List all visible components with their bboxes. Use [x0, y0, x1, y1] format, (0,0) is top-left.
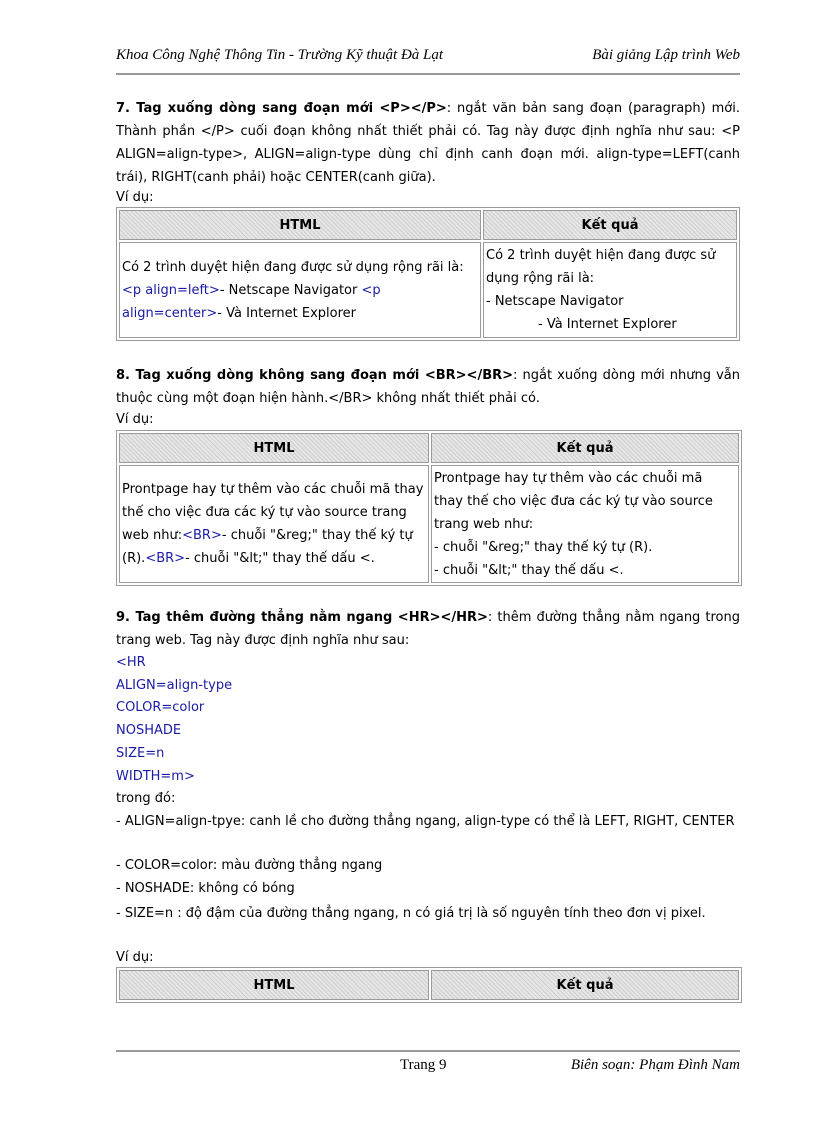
size-description: - SIZE=n : độ đậm của đường thẳng ngang, n có giá trị là số nguyên tính theo đơn vị pixel. — [116, 906, 706, 921]
result-cell: Prontpage hay tự thêm vào các chuỗi mã thay thế cho việc đưa các ký tự vào source trang web như: - chuỗi "&reg;" thay thế ký tự (R). - chuỗi "&lt;" thay thế dấu <. — [431, 465, 739, 583]
section-7-title: 7. Tag xuống dòng sang đoạn mới <P></P> — [116, 101, 447, 116]
noshade-description: - NOSHADE: không có bóng — [116, 881, 295, 896]
page-number: Trang 9 — [400, 1057, 447, 1073]
where-label: trong đó: — [116, 791, 176, 806]
col-result-header: Kết quả — [431, 433, 739, 463]
code-snippet: <p align=left> — [122, 282, 220, 298]
code-snippet: <BR> — [182, 528, 222, 543]
section-8-body: : ngắt xuống dòng mới nhưng vẫn thuộc cùng một đoạn hiện hành.</BR> không nhất thiết phải có. — [116, 368, 741, 406]
code-snippet: <p align=center> — [122, 282, 381, 321]
col-result-header: Kết quả — [431, 970, 739, 1000]
result-cell: Có 2 trình duyệt hiện đang được sử dụng rộng rãi là: - Netscape Navigator - Và Internet Explorer — [483, 242, 737, 338]
code-line: ALIGN=align-type — [116, 678, 233, 693]
code-snippet: <BR> — [145, 551, 186, 566]
header-course: Bài giảng Lập trình Web — [592, 47, 740, 63]
section-8-title: 8. Tag xuống dòng không sang đoạn mới <BR></BR> — [116, 368, 514, 383]
section-9-paragraph — [116, 606, 740, 652]
col-result-header: Kết quả — [483, 210, 737, 240]
section-9-example-table — [116, 967, 742, 1003]
footer-rule — [116, 1050, 740, 1052]
col-html-header: HTML — [119, 210, 481, 240]
html-cell: Có 2 trình duyệt hiện đang được sử dụng rộng rãi là: <p align=left>- Netscape Navigator <p align=center>- Và Internet Explorer — [119, 242, 481, 338]
col-html-header: HTML — [119, 433, 429, 463]
page-header — [116, 47, 740, 73]
code-line: NOSHADE — [116, 723, 182, 738]
section-7-body: : ngắt văn bản sang đoạn (paragraph) mới. Thành phần </P> cuối đoạn không nhất thiết phải có. Tag này được định nghĩa như sau: <P ALIGN=align-type>, ALIGN=align-type dùng chỉ định canh đoạn mới. align-type=LEFT(canh trái), RIGHT(canh phải) hoặc CENTER(canh giữa). — [116, 101, 740, 185]
section-7-example-label: Ví dụ: — [116, 190, 154, 205]
code-line: <HR — [116, 655, 146, 670]
section-9-title: 9. Tag thêm đường thẳng nằm ngang <HR></HR> — [116, 610, 488, 625]
code-line: COLOR=color — [116, 700, 205, 715]
footer-author: Biên soạn: Phạm Đình Nam — [570, 1057, 740, 1073]
section-9-body: : thêm đường thẳng nằm ngang trong trang web. Tag này được định nghĩa như sau: — [116, 610, 741, 648]
header-faculty: Khoa Công Nghệ Thông Tin - Trường Kỹ thuật Đà Lạt — [116, 47, 444, 63]
col-html-header: HTML — [119, 970, 429, 1000]
color-description: - COLOR=color: màu đường thẳng ngang — [116, 858, 383, 873]
section-7-paragraph — [116, 97, 740, 189]
code-line: SIZE=n — [116, 746, 165, 761]
section-9-example-label: Ví dụ: — [116, 950, 154, 965]
align-description: - ALIGN=align-tpye: canh lề cho đường thẳng ngang, align-type có thể là LEFT, RIGHT, CENTER — [116, 814, 735, 829]
section-7-example-table — [116, 207, 740, 341]
html-cell: Prontpage hay tự thêm vào các chuỗi mã thay thế cho việc đưa các ký tự vào source trang web như:<BR>- chuỗi "&reg;" thay thế ký tự (R).<BR>- chuỗi "&lt;" thay thế dấu <. — [119, 465, 429, 583]
header-rule — [116, 73, 740, 75]
section-8-example-table — [116, 430, 742, 586]
code-line: WIDTH=m> — [116, 769, 195, 784]
section-8-paragraph — [116, 364, 740, 410]
section-8-example-label: Ví dụ: — [116, 412, 154, 427]
